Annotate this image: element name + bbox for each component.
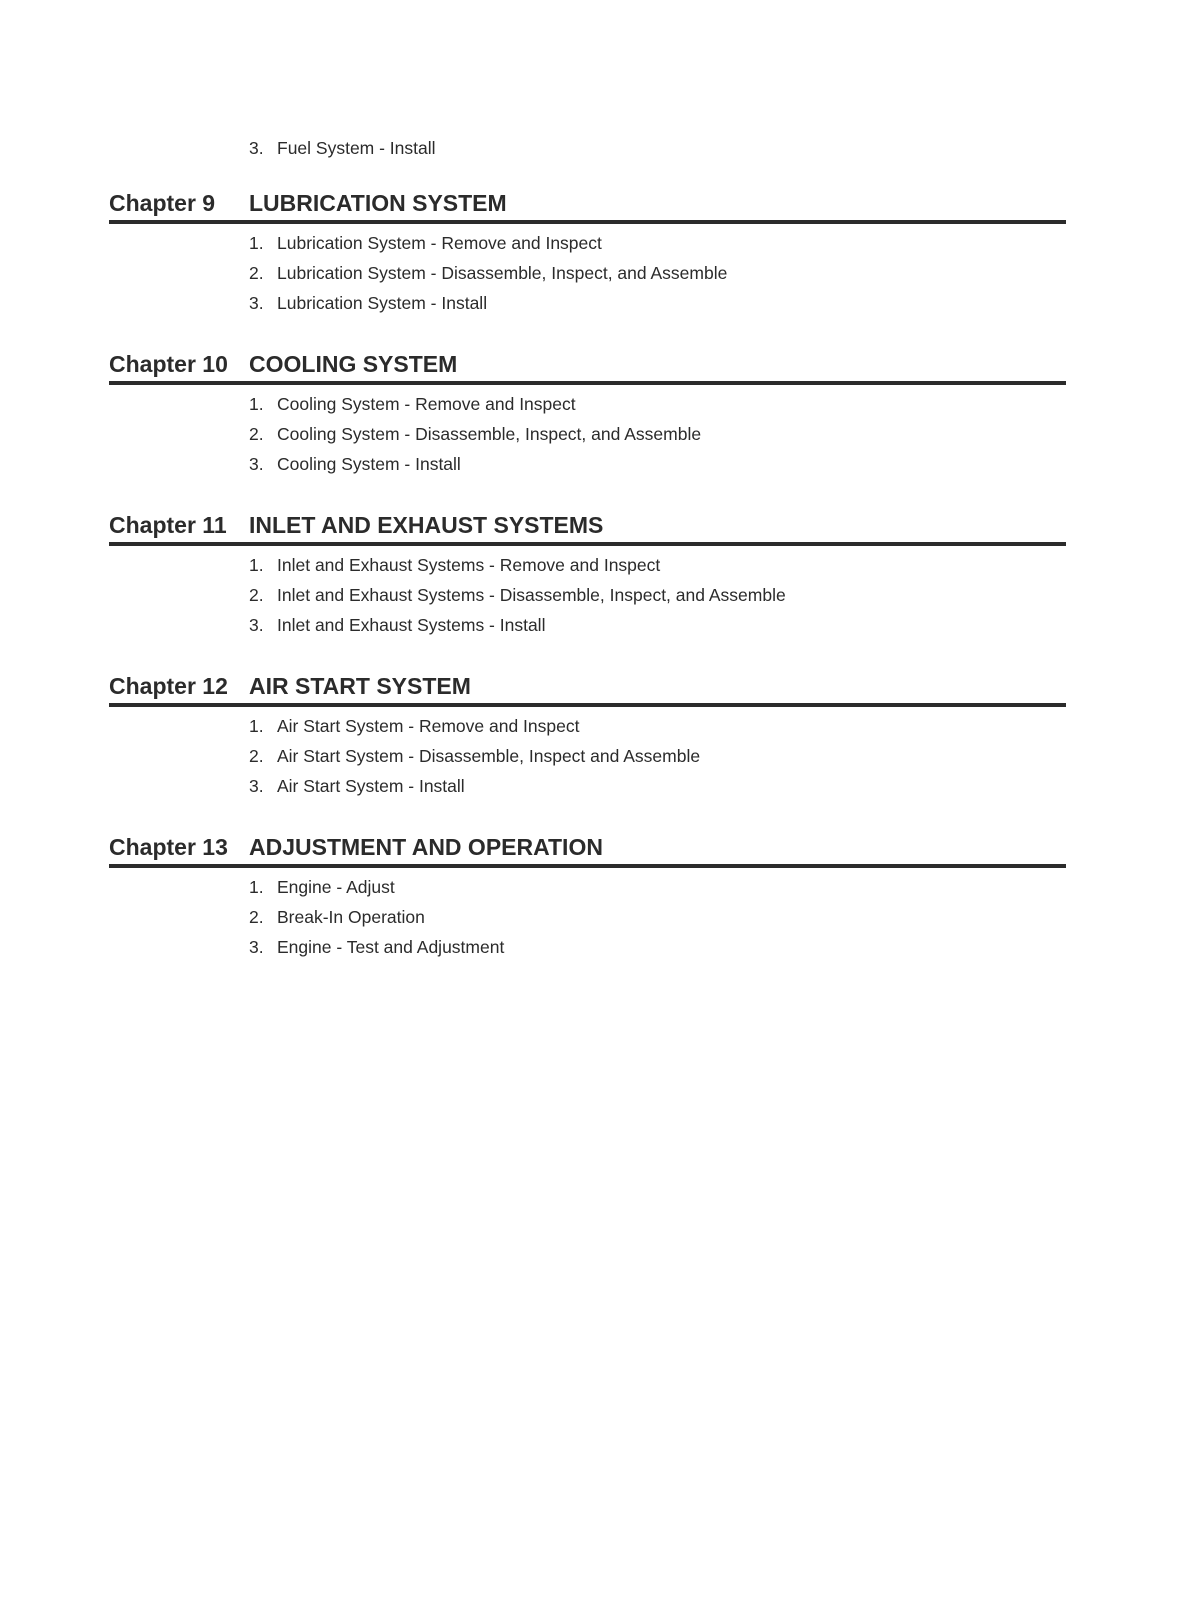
list-item: [249, 394, 701, 424]
list-item-text: Lubrication System - Install: [277, 293, 488, 313]
chapter-item-list: [249, 877, 504, 967]
list-item-number: 1.: [249, 877, 264, 897]
list-item: [249, 454, 701, 484]
list-item-number: 1.: [249, 555, 264, 575]
list-item-number: 3.: [249, 138, 264, 158]
list-item-text: Lubrication System - Disassemble, Inspect, and Assemble: [277, 263, 728, 283]
chapter-title: LUBRICATION SYSTEM: [249, 190, 507, 216]
list-item: [249, 263, 727, 293]
list-item-number: 2.: [249, 585, 264, 605]
chapter-label: Chapter 10: [109, 351, 228, 377]
list-item: [249, 877, 504, 907]
list-item-text: Inlet and Exhaust Systems - Remove and Inspect: [277, 555, 661, 575]
list-item-text: Air Start System - Disassemble, Inspect and Assemble: [277, 746, 701, 766]
list-item: [249, 776, 700, 806]
list-item-text: Fuel System - Install: [277, 138, 436, 158]
list-item-text: Air Start System - Install: [277, 776, 465, 796]
list-item-number: 3.: [249, 776, 264, 796]
list-item-number: 1.: [249, 233, 264, 253]
chapter-label: Chapter 13: [109, 834, 228, 860]
chapter-title: INLET AND EXHAUST SYSTEMS: [249, 512, 604, 538]
chapter-rule: [109, 703, 1066, 707]
list-item-number: 2.: [249, 907, 264, 927]
list-item-number: 1.: [249, 394, 264, 414]
list-item: [249, 907, 504, 937]
list-item-number: 2.: [249, 746, 264, 766]
list-item: [249, 585, 786, 615]
list-item: [249, 233, 727, 263]
chapter-rule: [109, 864, 1066, 868]
list-item-text: Inlet and Exhaust Systems - Install: [277, 615, 546, 635]
list-item-number: 2.: [249, 424, 264, 444]
list-item: [249, 937, 504, 967]
chapter-rule: [109, 542, 1066, 546]
list-item-number: 3.: [249, 615, 264, 635]
list-item-text: Air Start System - Remove and Inspect: [277, 716, 580, 736]
chapter-item-list: [249, 394, 701, 484]
list-item: [249, 615, 786, 645]
chapter-rule: [109, 220, 1066, 224]
list-item: [249, 555, 786, 585]
list-item-text: Cooling System - Install: [277, 454, 461, 474]
chapter-item-list: [249, 555, 786, 645]
list-item-text: Break-In Operation: [277, 907, 425, 927]
chapter-title: AIR START SYSTEM: [249, 673, 471, 699]
list-item: [249, 293, 727, 323]
list-item-text: Lubrication System - Remove and Inspect: [277, 233, 602, 253]
chapter-title: ADJUSTMENT AND OPERATION: [249, 834, 603, 860]
chapter-item-list: [249, 233, 727, 323]
list-item-number: 3.: [249, 937, 264, 957]
list-item-text: Cooling System - Remove and Inspect: [277, 394, 576, 414]
list-item-number: 3.: [249, 293, 264, 313]
chapter-title: COOLING SYSTEM: [249, 351, 458, 377]
list-item: [249, 716, 700, 746]
list-item-number: 3.: [249, 454, 264, 474]
chapter-rule: [109, 381, 1066, 385]
list-item: [249, 424, 701, 454]
chapter-label: Chapter 12: [109, 673, 228, 699]
chapter-label: Chapter 11: [109, 512, 227, 538]
list-item-text: Inlet and Exhaust Systems - Disassemble, Inspect, and Assemble: [277, 585, 786, 605]
list-item-fuel-system-install: [249, 138, 436, 158]
list-item-text: Cooling System - Disassemble, Inspect, and Assemble: [277, 424, 702, 444]
list-item-number: 2.: [249, 263, 264, 283]
list-item-number: 1.: [249, 716, 264, 736]
list-item-text: Engine - Test and Adjustment: [277, 937, 505, 957]
list-item: [249, 746, 700, 776]
chapter-label: Chapter 9: [109, 190, 216, 216]
list-item-text: Engine - Adjust: [277, 877, 395, 897]
chapter-item-list: [249, 716, 700, 806]
